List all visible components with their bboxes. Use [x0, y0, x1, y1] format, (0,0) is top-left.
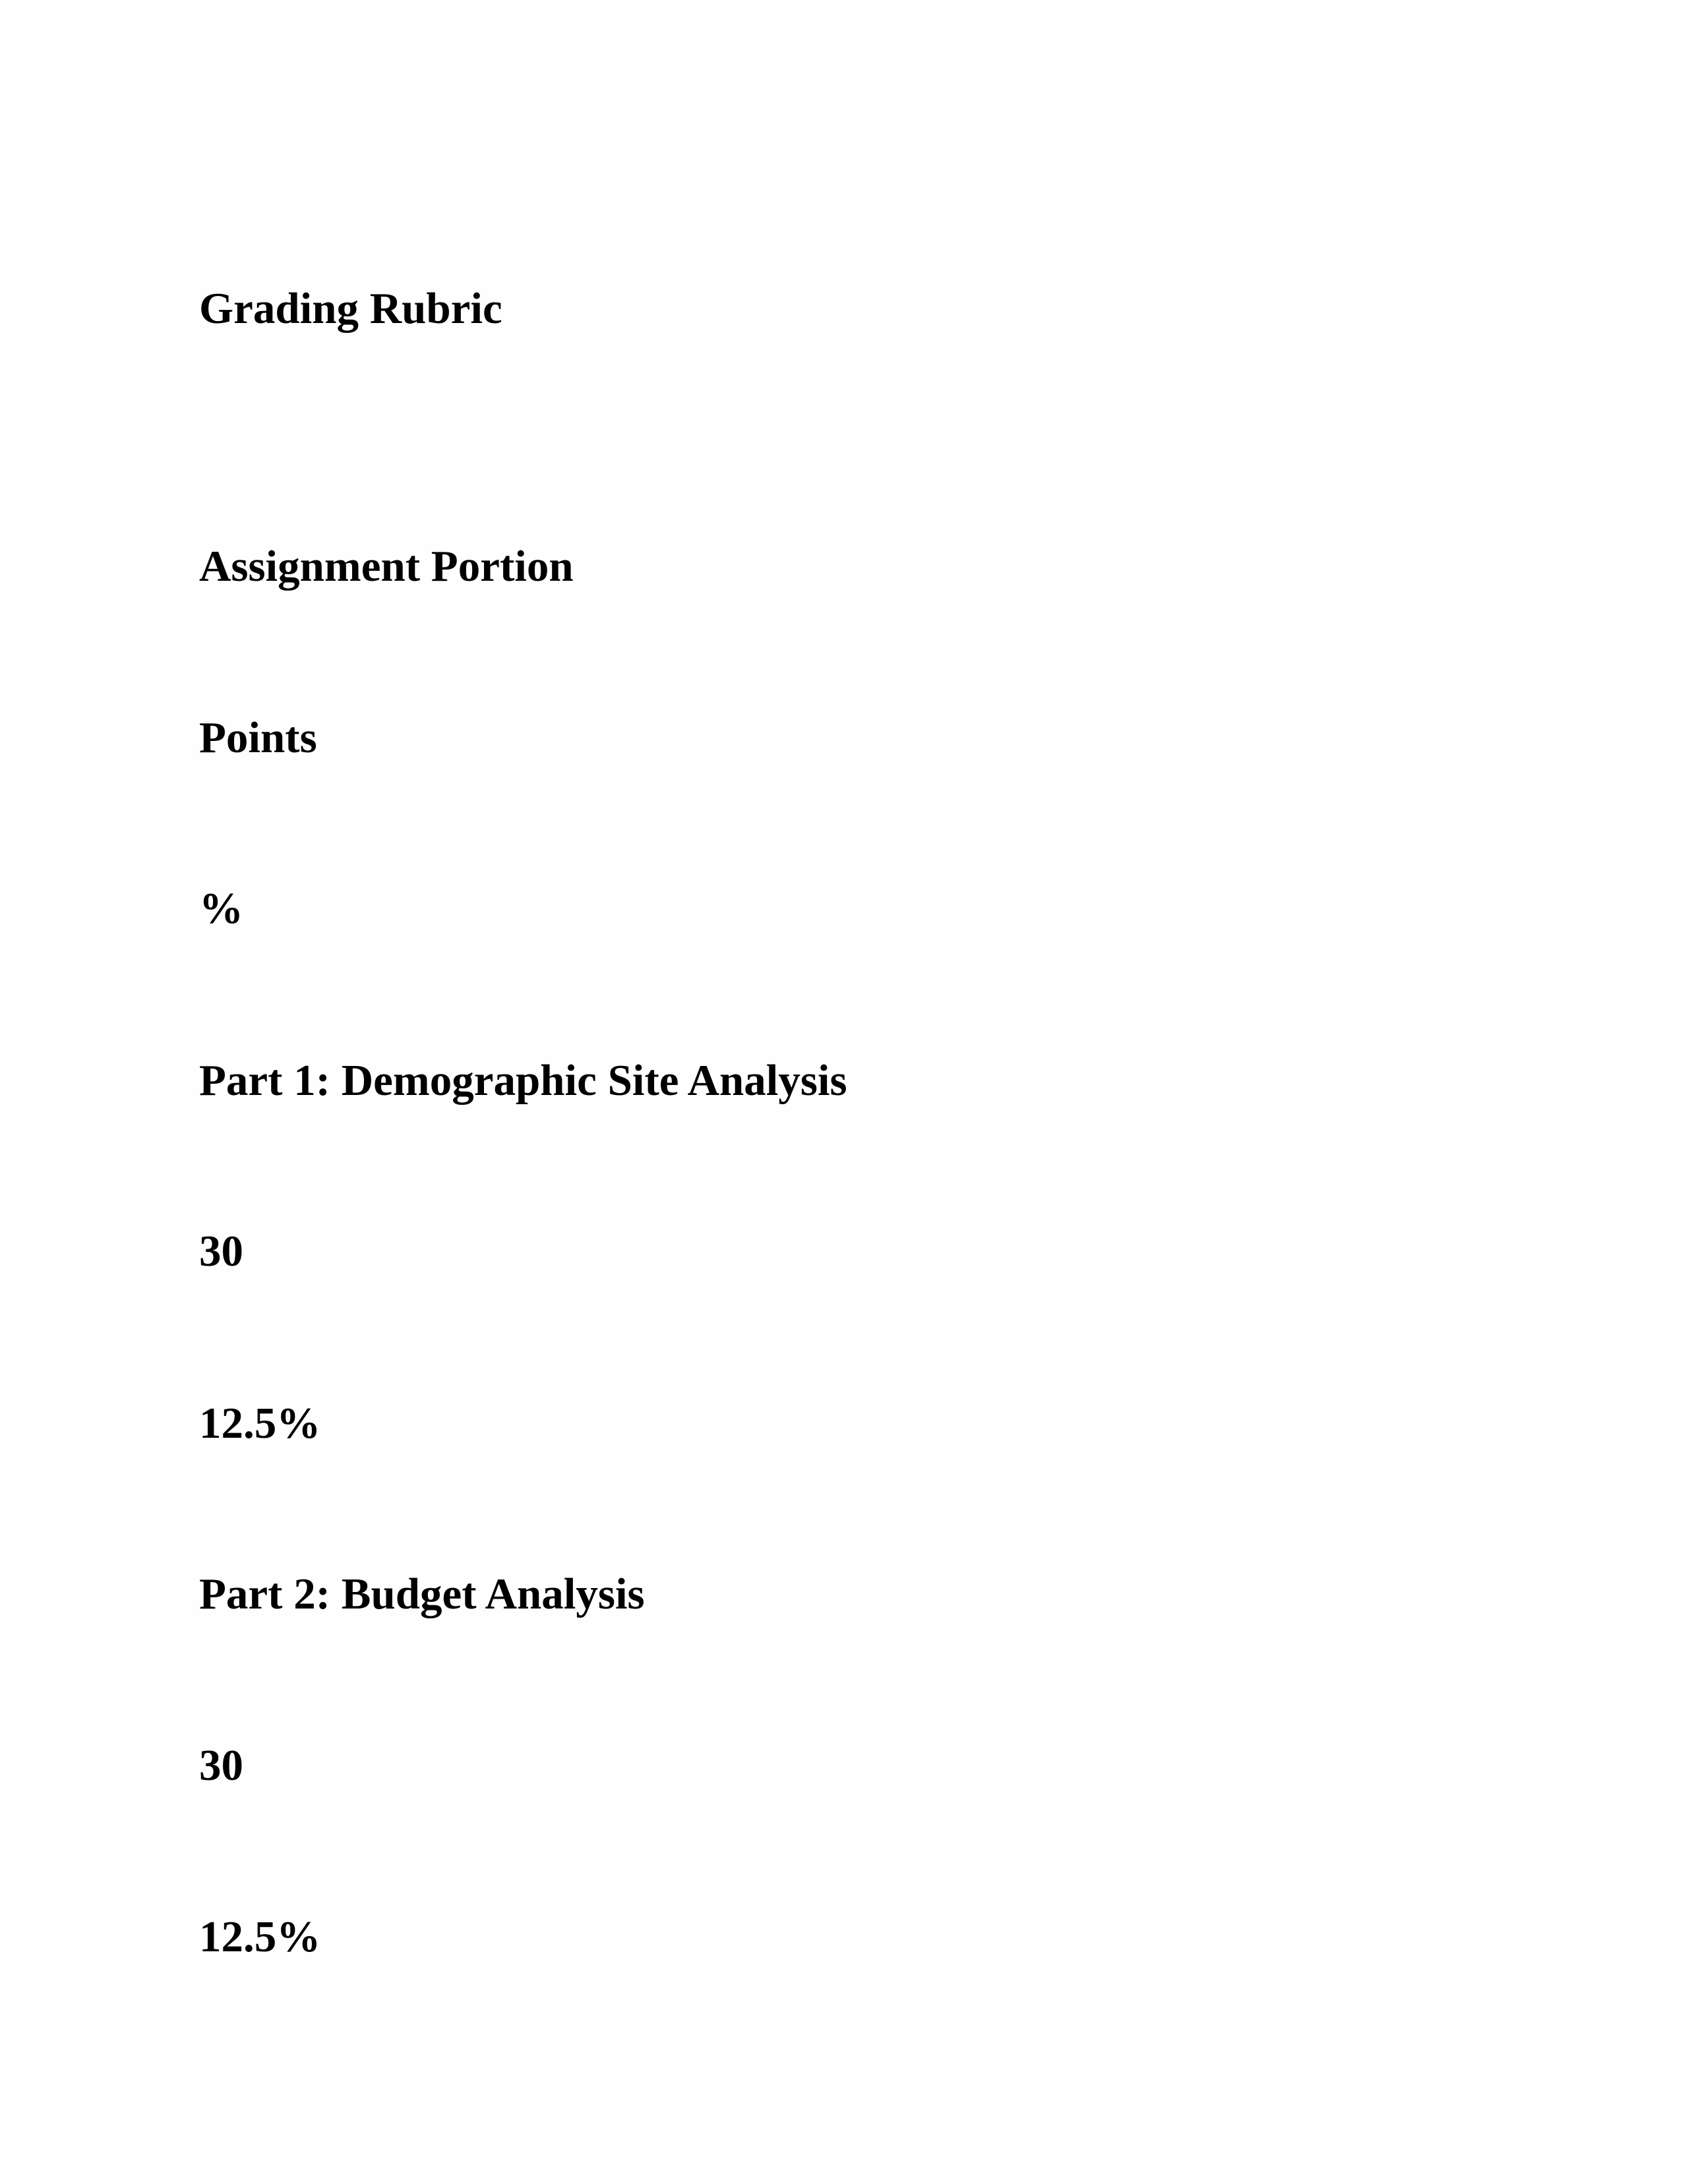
rubric-title: Grading Rubric — [199, 284, 502, 333]
header-points: Points — [199, 713, 317, 762]
row-2-portion: Part 2: Budget Analysis — [199, 1570, 645, 1618]
header-assignment-portion: Assignment Portion — [199, 542, 574, 591]
row-1-points: 30 — [199, 1227, 243, 1276]
row-2-percent: 12.5% — [199, 1912, 321, 1961]
row-1-portion: Part 1: Demographic Site Analysis — [199, 1056, 847, 1105]
header-percent: % — [199, 884, 243, 933]
row-1-percent: 12.5% — [199, 1399, 321, 1448]
row-2-points: 30 — [199, 1741, 243, 1790]
